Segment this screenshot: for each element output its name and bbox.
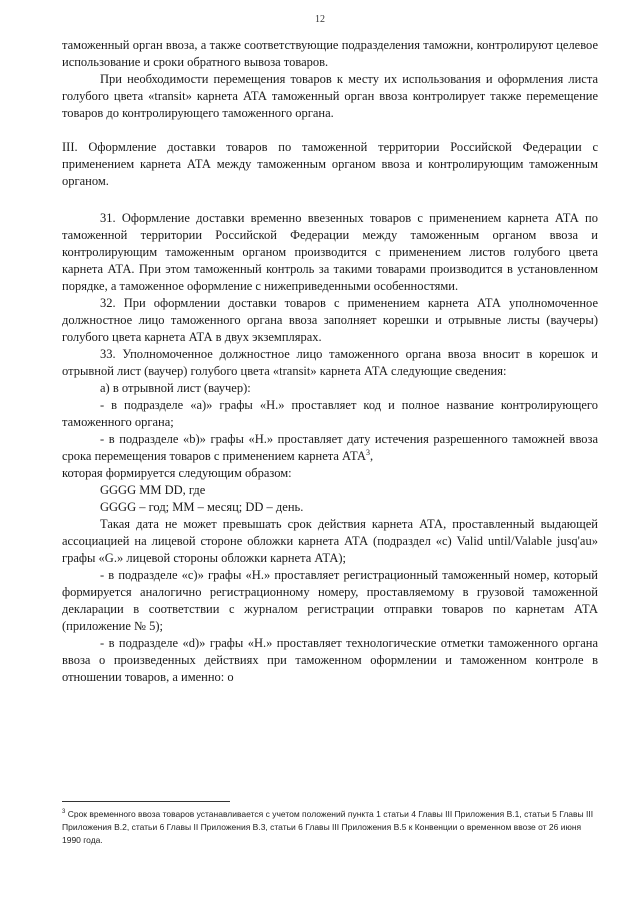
footnote-mark: 3 (62, 809, 66, 815)
footnote-reference-suffix: , (370, 449, 374, 463)
subsection-a-entry: - в подразделе «a)» графы «H.» проставляет код и полное название контролирующего таможенного органа; (62, 398, 598, 429)
footnote (62, 806, 598, 847)
page-number: 12 (315, 14, 325, 25)
footnote-reference: 3 (366, 447, 371, 457)
paragraph-transit-control: При необходимости перемещения товаров к месту их использования и оформления листа голубого цвета «transit» карнета АТА таможенный орган ввоза контролирует также перемещение товаров до контролирующего таможенного органа. (62, 72, 598, 120)
subsection-d-entry: - в подразделе «d)» графы «H.» проставляет технологические отметки таможенного органа ввоза о произведенных действиях при таможенном оформлении и таможенном контроле в отношении товаров, а именно: о (62, 636, 598, 684)
paragraph-31: 31. Оформление доставки временно ввезенных товаров с применением карнета АТА по таможенной территории Российской Федерации между таможенным органом ввоза и контролирующим таможенным органом производится с применением листов голубого цвета карнета АТА. При этом таможенный контроль за такими товарами производится в установленном порядке, а таможенное оформление с нижеприведенными особенностями. (62, 211, 598, 293)
paragraph-32: 32. При оформлении доставки товаров с применением карнета АТА уполномоченное должностное лицо таможенного органа ввоза заполняет корешки и отрывные листы (ваучеры) голубого цвета карнета АТА в двух экземплярах. (62, 296, 598, 344)
subsection-b-text: - в подразделе «b)» графы «H.» проставляет дату истечения разрешенного таможней ввоза срока перемещения товаров с применением карнета АТА (62, 432, 598, 463)
date-format-intro: которая формируется следующим образом: (62, 466, 292, 480)
paragraph-33: 33. Уполномоченное должностное лицо таможенного органа ввоза вносит в корешок и отрывной лист (ваучер) голубого цвета «transit» карнета АТА следующие сведения: (62, 347, 598, 378)
date-limit-paragraph: Такая дата не может превышать срок действия карнета АТА, проставленный выдающей ассоциацией на лицевой стороне обложки карнета АТА (подраздел «c) Valid until/Valable jusq'au» графы «G.» лицевой стороны обложки карнета АТА); (62, 517, 598, 565)
date-format-legend: GGGG – год; MM – месяц; DD – день. (100, 500, 304, 514)
section-heading-iii: III. Оформление доставки товаров по таможенной территории Российской Федерации с применением карнета АТА между таможенным органом ввоза и контролирующим таможенным органом. (62, 140, 598, 188)
footnote-text: Срок временного ввоза товаров устанавливается с учетом положений пункта 1 статьи 4 Главы III Приложения B.1, статьи 5 Главы III Приложения B.2, статьи 6 Главы II Приложения B.3, статьи 6 Главы III Приложения B.5 к Конвенции о временном ввозе от 26 июня 1990 года. (62, 808, 594, 845)
subsection-c-entry: - в подразделе «c)» графы «H.» проставляет регистрационный таможенный номер, который формируется аналогично регистрационному номеру, проставляемому в грузовой таможенной декларации в соответствии с журналом регистрации отправки товаров по карнетам АТА (приложение № 5); (62, 568, 598, 633)
footnote-divider (62, 801, 230, 802)
document-body (62, 37, 598, 686)
paragraph-continuation: таможенный орган ввоза, а также соответствующие подразделения таможни, контролируют целевое использование и сроки обратного вывоза товаров. (62, 38, 598, 69)
subitem-a: а) в отрывной лист (ваучер): (100, 381, 251, 395)
date-format-pattern: GGGG MM DD, где (100, 483, 206, 497)
subsection-b-entry (62, 431, 598, 465)
